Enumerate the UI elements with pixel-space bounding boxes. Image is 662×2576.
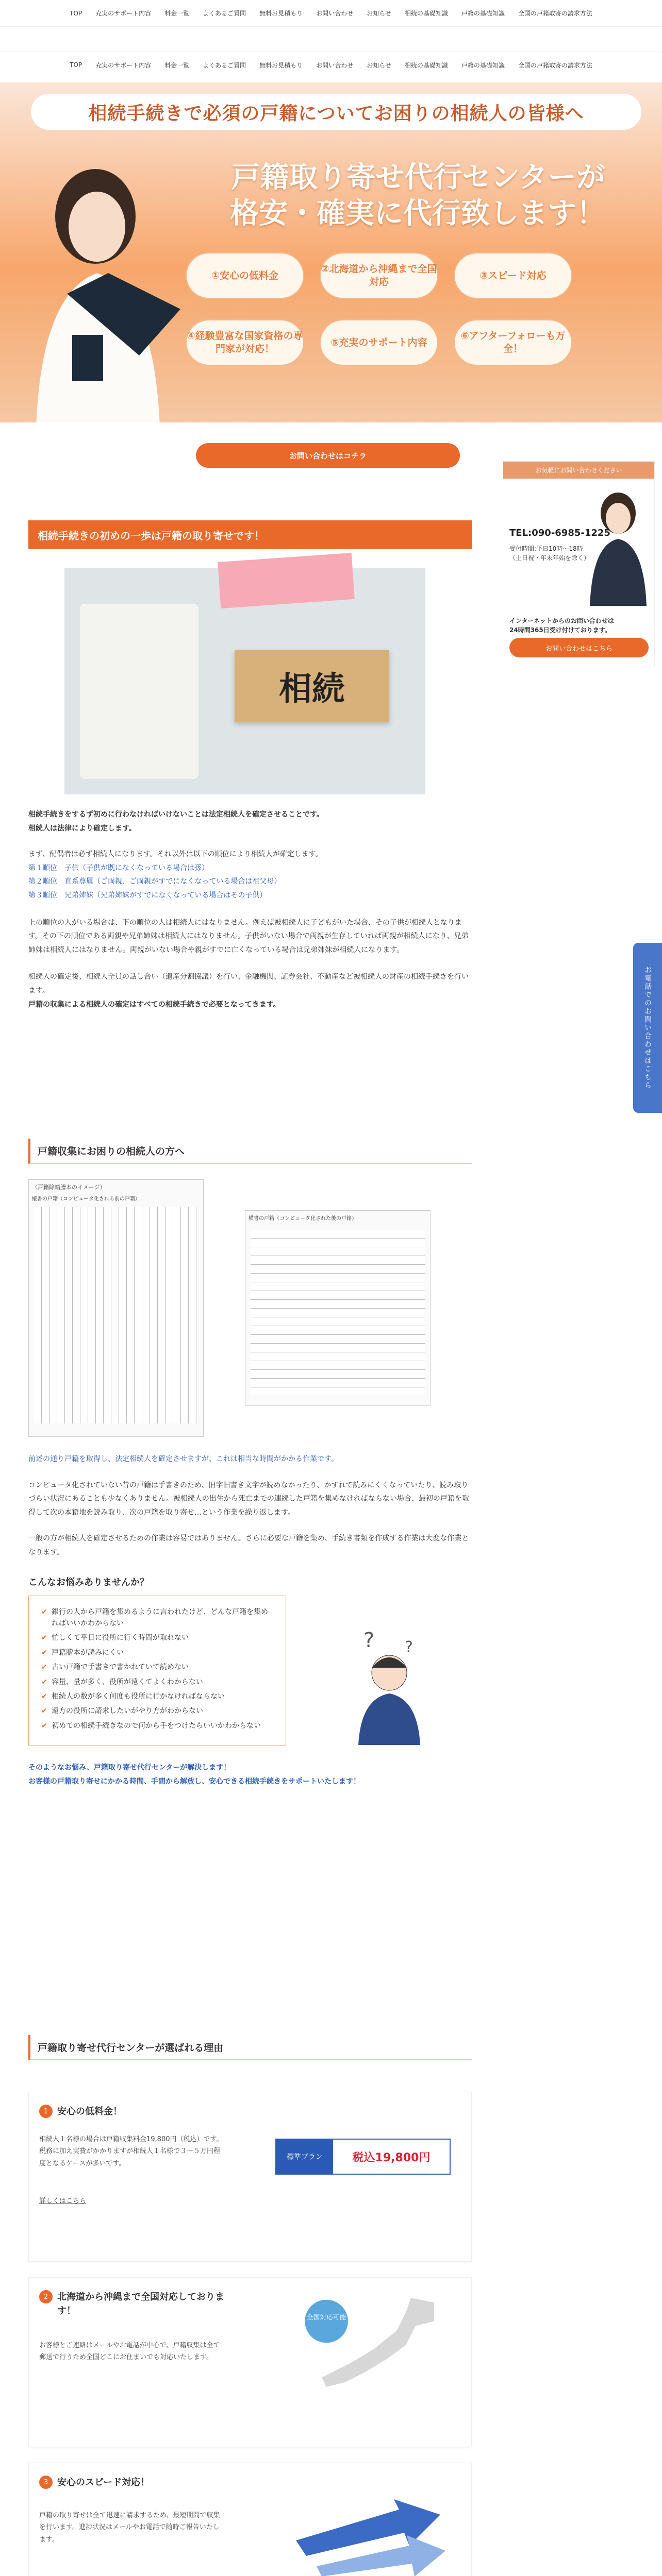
- nav-link[interactable]: お知らせ: [367, 10, 391, 17]
- sidebar-contact-card: [503, 461, 655, 667]
- online-contact-note: [509, 616, 614, 635]
- rank-item: 第２順位 直系尊属（ご両親、ご両親がすでになくなっている場合は祖父母）: [28, 877, 282, 886]
- koseki-document-lines: [251, 1230, 425, 1395]
- nav-link[interactable]: 充実のサポート内容: [95, 10, 152, 17]
- trouble-item: ✔ 古い戸籍で手書きで書かれていて読めない: [41, 1662, 273, 1673]
- feature-pill: ⑤充実のサポート内容: [320, 319, 438, 366]
- procedure-emphasis: [28, 998, 472, 1012]
- nav-link[interactable]: よくあるご質問: [203, 61, 246, 69]
- reason-title: 安心のスピード対応！: [57, 2477, 150, 2488]
- vertical-koseki-image: [28, 1179, 204, 1437]
- online-contact-note-line1: インターネットからのお問い合わせは: [509, 617, 614, 624]
- rank-item: 第１順位 子供（子供が既になくなっている場合は孫）: [28, 863, 209, 872]
- ranking-explanation: 上の順位の人がいる場合は、下の順位の人は相続人にはなりません。例えば被相続人に子どもがいた場合、その子供が相続人となります。その下の順位である両親や兄弟姉妹は相続人にはなりません。子供がいない場合で両親が生存していれば両親が相続人になり、兄弟姉妹は相続人にはなりません。両親がいない場合や親がすでに亡くなっている場合は兄弟姉妹が相続人になります。: [28, 918, 469, 954]
- emphasis-blue-text: 前述の通り戸籍を取得し、法定相続人を確定させますが、これは相当な時間がかかる作業です。: [28, 1455, 338, 1463]
- horizontal-koseki-caption: 横書の戸籍（コンピュータ化された後の戸籍）: [249, 1216, 357, 1222]
- woman-with-folder-illustration: [5, 139, 191, 422]
- nav-link[interactable]: 充実のサポート内容: [95, 61, 152, 69]
- section-trouble: [28, 1139, 472, 1788]
- calculator-blocks-photo: [64, 568, 425, 794]
- contact-cta-button[interactable]: お問い合わせはコチラ: [196, 443, 460, 468]
- reason-number: 2: [39, 2290, 53, 2303]
- vertical-koseki-subcaption: 縦書の戸籍（コンピュータ化される前の戸籍）: [32, 1196, 140, 1202]
- top-nav: [0, 0, 662, 27]
- business-hours-line1: 受付時間:平日10時～18時: [509, 545, 583, 552]
- explanation-paragraph: コンピュータ化されていない昔の戸籍は手書きのため、旧字旧書き文字が読めなかったり、かすれて読みにくくなっていたり、読み取りづらい状況にあることも少なくありません。被相続人の出生から死亡までの連続した戸籍を集めなければならない場合、最初の戸籍を取得して次の本籍地を読み取り、次の戸籍を取り寄せ…という作業を繰り返します。: [28, 1481, 469, 1517]
- nav-link[interactable]: 全国の戸籍取寄の請求方法: [518, 61, 592, 69]
- details-link[interactable]: 詳しくはこちら: [39, 2197, 87, 2205]
- nav-link[interactable]: 無料お見積もり: [259, 61, 303, 69]
- trouble-box-area: [28, 1596, 472, 1746]
- reason-body: お客様とご連絡はメールやお電話が中心で、戸籍収集は全て郵送で行うため全国どこにお住まいでも対応いたします。: [39, 2342, 220, 2362]
- trouble-item: ✔ 戸籍謄本が読みにくい: [41, 1647, 273, 1658]
- operator-woman-illustration: [582, 482, 649, 606]
- section-reasons: [28, 2035, 472, 2060]
- trouble-item: ✔ 忙しくて平日に役所に行く時間が取れない: [41, 1632, 273, 1643]
- reason-title: 安心の低料金！: [57, 2106, 122, 2117]
- price-box: [275, 2139, 451, 2175]
- reason-card: [28, 2463, 472, 2576]
- reason-number: 1: [39, 2105, 53, 2118]
- online-contact-note-line2: 24時間365日受け付けております。: [509, 626, 611, 634]
- price-plan-label: 標準プラン: [276, 2140, 333, 2174]
- procedure-paragraph: 相続人の確定後、相続人全員の話し合い（遺産分割協議）を行い、金融機関、証券会社、不動産など被相続人の財産の相続手続きを行います。: [28, 973, 469, 995]
- koseki-images: [28, 1179, 472, 1447]
- section-title: 戸籍収集にお困りの相続人の方へ: [28, 1139, 472, 1164]
- vertical-koseki-caption: （戸籍除籍謄本のイメージ）: [32, 1184, 106, 1191]
- trouble-item: ✔ 容量、量が多く、役所が遠くてよくわからない: [41, 1676, 273, 1688]
- section-first-step: [28, 520, 472, 1011]
- feature-pill: ②北海道から沖縄まで全国対応: [320, 252, 438, 299]
- intro-line2: 相続人は法律により確定します。: [28, 824, 136, 833]
- rank-list: [28, 861, 472, 903]
- hero-banner: 相続手続きで必須の戸籍についてお困りの相続人の皆様へ: [31, 94, 641, 130]
- nav-link[interactable]: 相続の基礎知識: [404, 10, 448, 17]
- sticky-note-shape: [218, 553, 355, 608]
- hero: [0, 82, 662, 422]
- nav-link[interactable]: 料金一覧: [164, 61, 190, 69]
- feature-pill: ⑥アフターフォローも万全！: [454, 319, 572, 366]
- reason-body: 相続人１名様の場合は戸籍収集料金19,800円（税込）です。税務に加え実費がかかりますが相続人１名様で３～５万円程度となるケースが多いです。: [39, 2136, 223, 2167]
- business-hours-line2: （土日祝・年末年始を除く）: [509, 554, 590, 562]
- explanation-paragraph: 一般の方が相続人を確定させるための作業は容易ではありません。さらに必要な戸籍を集め、手続き書類を作成する作業は大変な作業となります。: [28, 1534, 469, 1556]
- horizontal-koseki-image: [245, 1210, 431, 1406]
- reason-card: [28, 2277, 472, 2447]
- procedure-emphasis-text: 戸籍の収集による相続人の確定はすべての相続手続きで必要となってきます。: [28, 1000, 280, 1009]
- intro-paragraph: [28, 808, 472, 835]
- resolve-line: お客様の戸籍取り寄せにかかる時間、手間から解放し、安心できる相続手続きをサポートいたします！: [28, 1777, 360, 1786]
- trouble-item: ✔ 遠方の役所に請求したいがやり方がわからない: [41, 1705, 273, 1717]
- business-hours: [509, 544, 590, 563]
- nav-link[interactable]: 戸籍の基礎知識: [461, 10, 505, 17]
- japan-map-illustration: [286, 2293, 461, 2396]
- trouble-checklist: [28, 1596, 286, 1746]
- reason-body: 戸籍の取り寄せは全て迅速に請求するため、最短期間で収集を行います。進捗状況はメールやお電話で随時ご報告いたします。: [39, 2512, 220, 2544]
- trouble-item: ✔ 銀行の人から戸籍を集めるように言われたけど、どんな戸籍を集めればいいかわからない: [41, 1606, 273, 1630]
- feature-pill: ③スピード対応: [454, 252, 572, 299]
- reason-card: [28, 2092, 472, 2262]
- reason-title: 北海道から沖縄まで全国対応しております！: [57, 2292, 224, 2316]
- hero-headline: [230, 160, 605, 232]
- price-value: 税込19,800円: [352, 2151, 431, 2164]
- svg-text:?: ?: [363, 1628, 375, 1652]
- nav-link[interactable]: お問い合わせ: [316, 61, 354, 69]
- nav-link[interactable]: お問い合わせ: [316, 10, 354, 17]
- nav-link[interactable]: TOP: [70, 61, 82, 69]
- nav-link[interactable]: よくあるご質問: [203, 10, 246, 17]
- section-title: 戸籍取り寄せ代行センターが選ばれる理由: [28, 2035, 472, 2060]
- heirs-rule: まず、配偶者は必ず相続人になります。それ以外は以下の順位により相続人が確定します。: [28, 850, 323, 859]
- trouble-item: ✔ 相続人の数が多く何度も役所に行かなければならない: [41, 1691, 273, 1702]
- calculator-shape: [80, 604, 198, 779]
- nationwide-badge-text: 全国対応可能: [306, 2313, 346, 2321]
- resolve-line: そのようなお悩み、戸籍取り寄せ代行センターが解決します！: [28, 1764, 231, 1772]
- nav-link[interactable]: 戸籍の基礎知識: [461, 61, 505, 69]
- sub-nav: [0, 52, 662, 78]
- sidebar-contact-button[interactable]: お問い合わせはこちら: [509, 638, 649, 657]
- wooden-blocks-text: 相続: [235, 650, 389, 722]
- trouble-title: こんなお悩みありませんか？: [28, 1577, 149, 1588]
- phone-number[interactable]: TEL:090-6985-1225: [509, 528, 610, 538]
- speed-arrows-illustration: [286, 2479, 461, 2576]
- trouble-item: ✔ 初めての相続手続きなので何から手をつけたらいいかわからない: [41, 1720, 273, 1732]
- nav-link[interactable]: TOP: [70, 9, 82, 17]
- nav-link[interactable]: 全国の戸籍取寄の請求方法: [518, 10, 592, 17]
- svg-text:?: ?: [405, 1638, 413, 1656]
- sidebar-card-header: お気軽にお問い合わせください: [503, 462, 654, 479]
- nav-link[interactable]: お知らせ: [367, 61, 391, 69]
- intro-line1: 相続手続きをするず初めに行わなければいけないことは法定相続人を確定させることです。: [28, 810, 324, 819]
- nav-link[interactable]: 無料お見積もり: [259, 10, 303, 17]
- section-title: 相続手続きの初めの一歩は戸籍の取り寄せです！: [28, 520, 472, 549]
- nav-link[interactable]: 料金一覧: [164, 10, 190, 17]
- koseki-document-lines: [34, 1207, 198, 1423]
- reason-number: 3: [39, 2476, 53, 2489]
- confused-man-illustration: [348, 1626, 431, 1745]
- rank-item: 第３順位 兄弟姉妹（兄弟姉妹がすでになくなっている場合はその子供）: [28, 891, 267, 900]
- hero-headline-line2: 格安・確実に代行致します！: [230, 197, 605, 230]
- hero-headline-line1: 戸籍取り寄せ代行センターが: [231, 161, 605, 194]
- feature-pill: ①安心の低料金: [186, 252, 304, 299]
- nav-link[interactable]: 相続の基礎知識: [404, 61, 448, 69]
- feature-pill: ④経験豊富な国家資格の専門家が対応！: [186, 319, 304, 366]
- floating-phone-tab[interactable]: お電話でのお問い合わせはこちら: [633, 943, 662, 1113]
